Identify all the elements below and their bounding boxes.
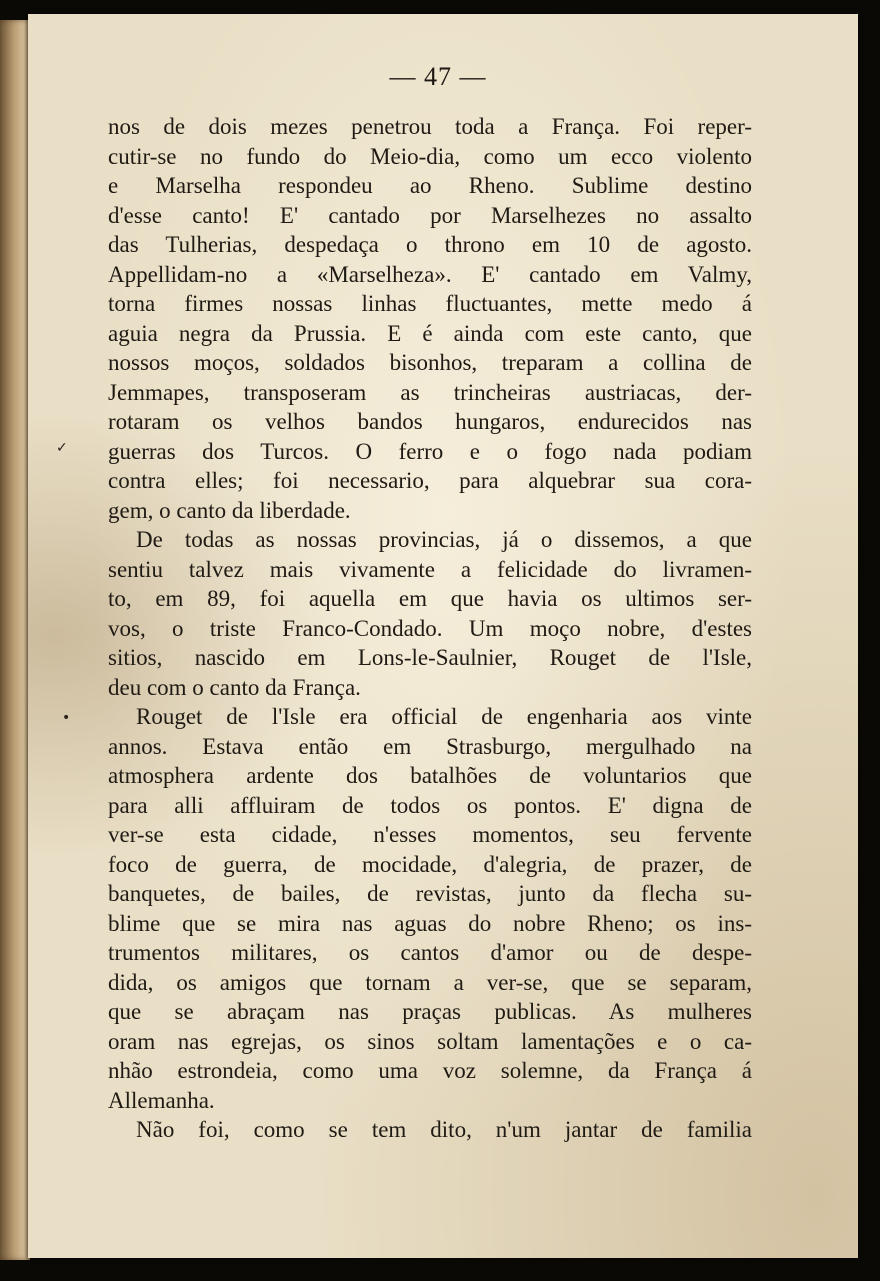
text-line: nhão estrondeia, como uma voz solemne, da França á [108,1058,752,1083]
book-spine-edge [0,20,30,1260]
text-line: atmosphera ardente dos batalhões de voluntarios que [108,763,752,788]
text-line: blime que se mira nas aguas do nobre Rheno; os ins- [108,910,752,936]
text-line: Rouget de l'Isle era official de engenharia aos vinte [136,704,752,729]
text-line: aguia negra da Prussia. E é ainda com este canto, que [108,320,752,346]
text-line: rotaram os velhos bandos hungaros, endurecidos nas [108,409,752,434]
text-line: sentiu talvez mais vivamente a felicidade do livramen- [108,556,752,582]
text-line: guerras dos Turcos. O ferro e o fogo nada podiam [108,438,752,464]
book-page [28,14,858,1258]
text-line: deu com o canto da França. [108,674,361,700]
text-line: banquetes, de bailes, de revistas, junto da flecha su- [108,881,752,906]
text-line: trumentos militares, os cantos d'amor ou de despe- [108,940,752,965]
text-line: to, em 89, foi aquella em que havia os ultimos ser- [108,586,752,611]
text-line: das Tulherias, despedaça o throno em 10 de agosto. [108,232,752,257]
margin-mark: • [62,710,71,726]
text-line: De todas as nossas provincias, já o dissemos, a que [136,527,752,552]
body-text [108,112,752,1145]
text-line: para alli affluiram de todos os pontos. E' digna de [108,792,752,818]
text-line: torna firmes nossas linhas fluctuantes, mette medo á [108,291,752,316]
text-line: Allemanha. [108,1087,215,1113]
text-line: d'esse canto! E' cantado por Marselhezes no assalto [108,202,752,228]
text-line: nos de dois mezes penetrou toda a França. Foi reper- [108,114,752,139]
page-number: — 47 — [389,62,487,91]
text-line: ver-se esta cidade, n'esses momentos, seu fervente [108,822,752,847]
text-line: dida, os amigos que tornam a ver-se, que se separam, [108,969,752,995]
text-line: annos. Estava então em Strasburgo, mergulhado na [108,733,752,759]
text-line: foco de guerra, de mocidade, d'alegria, de prazer, de [108,851,752,877]
text-line: oram nas egrejas, os sinos soltam lamentações e o ca- [108,1028,752,1054]
text-line: nossos moços, soldados bisonhos, treparam a collina de [108,350,752,375]
text-line: e Marselha respondeu ao Rheno. Sublime destino [108,173,752,198]
text-line: vos, o triste Franco-Condado. Um moço nobre, d'estes [108,615,752,641]
text-line: cutir-se no fundo do Meio-dia, como um ecco violento [108,143,752,169]
text-line: Appellidam-no a «Marselheza». E' cantado em Valmy, [108,261,752,287]
text-line: que se abraçam nas praças publicas. As mulheres [108,999,752,1024]
text-line: Não foi, como se tem dito, n'um jantar de familia [136,1117,752,1142]
text-line: contra elles; foi necessario, para alquebrar sua cora- [108,468,752,493]
margin-mark: ✓ [56,440,68,456]
text-line: sitios, nascido em Lons-le-Saulnier, Rouget de l'Isle, [108,645,752,670]
text-line: Jemmapes, transposeram as trincheiras austriacas, der- [108,379,752,405]
text-line: gem, o canto da liberdade. [108,497,351,523]
